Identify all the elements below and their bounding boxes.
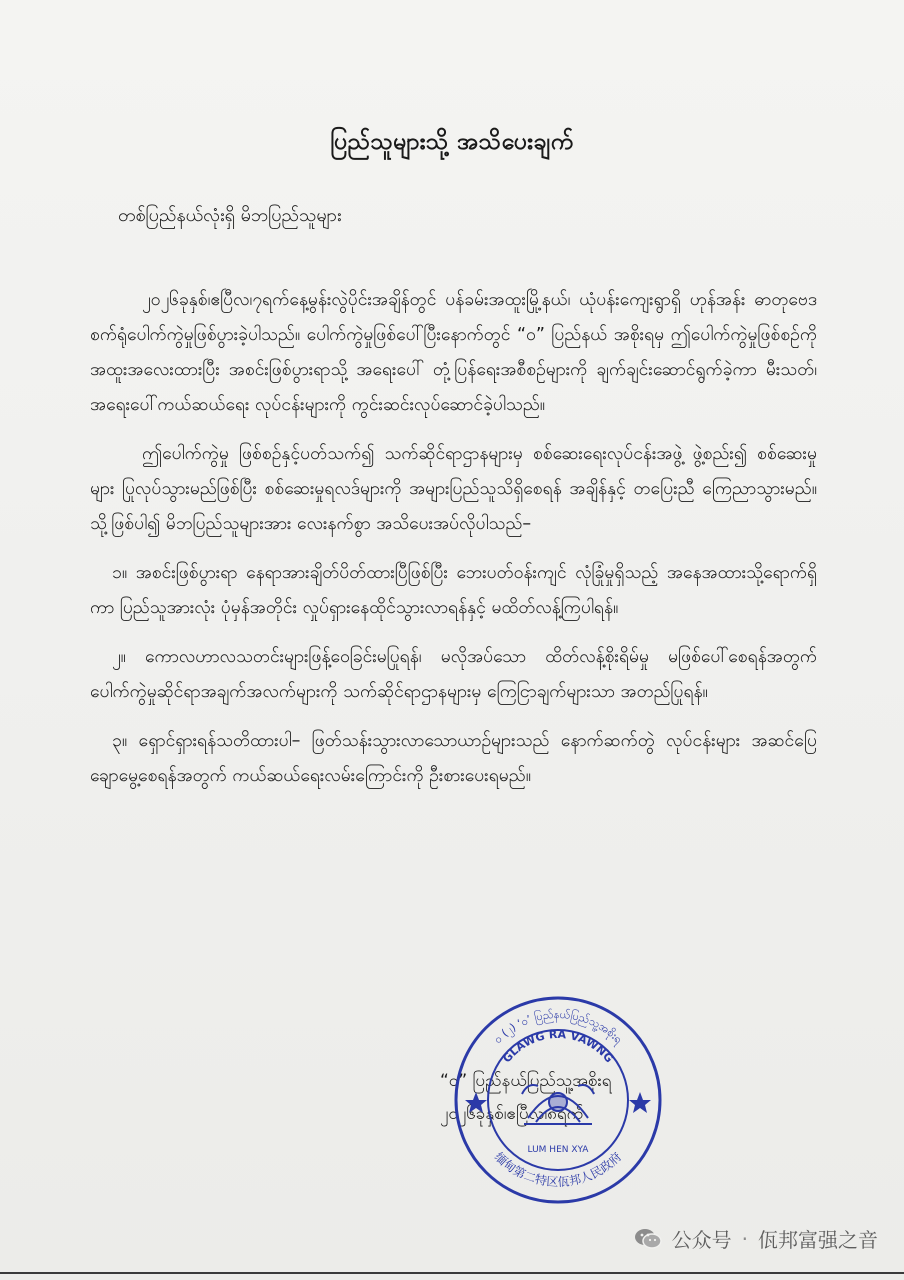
signature-date: ၂၀၂၆ခုနှစ်၊ဧပြီလ၊၈ရက် (440, 1104, 584, 1124)
document-title: ပြည်သူများသို့ အသိပေးချက် (330, 129, 574, 155)
seal-chinese-text: 缅甸第二特区佤邦人民政府 (491, 1149, 625, 1190)
government-seal (452, 994, 664, 1206)
seal-bottom-text: LUM HEN XYA (527, 1145, 589, 1155)
salutation: တစ်ပြည်နယ်လုံးရှိ မိဘပြည်သူများ (118, 205, 342, 226)
seal-top-text: ဝ (၂) ‘ဝ’ ပြည်နယ်ပြည်သူ့အစိုးရ (491, 1007, 625, 1046)
seal-emblem-icon (522, 1085, 594, 1124)
notice-item-2: ၂။ ကောလဟာလသတင်းများဖြန့်ဝေခြင်းမပြုရန်၊ မလိုအပ်သော ထိတ်လန့်စိုးရိမ်မှု မဖြစ်ပေါ်စေရန်အတွက် ပေါက်ကွဲမှုဆိုင်ရာအချက်အလက်များကို သက်ဆိုင်ရာဌာနများမှ ကြေငြာချက်များသာ အတည်ပြုရန်။ (90, 647, 817, 702)
watermark-account-name: 佤邦富强之音 (758, 1228, 878, 1252)
seal-right-star-icon (629, 1092, 651, 1113)
page-bottom-edge (0, 1272, 904, 1274)
document-body (90, 283, 817, 808)
signature-issuer: “ဝ” ပြည်နယ်ပြည်သူ့အစိုးရ (440, 1071, 612, 1091)
paragraph-investigation: ဤပေါက်ကွဲမှု ဖြစ်စဉ်နှင့်ပတ်သက်၍ သက်ဆိုင်ရာဌာနများမှ စစ်ဆေးရေးလုပ်ငန်းအဖွဲ့ ဖွဲ့စည်း၍ စစ်ဆေးမှုများ ပြုလုပ်သွားမည်ဖြစ်ပြီး စစ်ဆေးမှုရလဒ်များကို အများပြည်သူသိရှိစေရန် အချိန်နှင့် တပြေးညီ ကြေညာသွားမည်။ သို့ဖြစ်ပါ၍ မိဘပြည်သူများအား လေးနက်စွာ အသိပေးအပ်လိုပါသည်– (90, 444, 817, 534)
notice-item-1: ၁။ အစင်းဖြစ်ပွားရာ နေရာအားချိတ်ပိတ်ထားပြီဖြစ်ပြီး ဘေးပတ်ဝန်းကျင် လုံခြုံမှုရှိသည့် အနေအထားသို့ရောက်ရှိကာ ပြည်သူအားလုံး ပုံမှန်အတိုင်း လှုပ်ရှားနေထိုင်သွားလာရန်နှင့် မထိတ်လန့်ကြပါရန်။ (90, 563, 817, 618)
seal-left-star-icon (465, 1092, 487, 1113)
wechat-icon (634, 1227, 662, 1251)
notice-item-3: ၃။ ရှောင်ရှားရန်သတိထားပါ– ဖြတ်သန်းသွားလာသောယာဉ်များသည် နောက်ဆက်တွဲ လုပ်ငန်းများ အဆင်ပြေချောမွေ့စေရန်အတွက် ကယ်ဆယ်ရေးလမ်းကြောင်းကို ဦးစားပေးရမည်။ (90, 731, 817, 786)
watermark-separator: · (741, 1226, 748, 1251)
wechat-watermark (634, 1224, 878, 1253)
watermark-account-type: 公众号 (671, 1228, 732, 1252)
paragraph-incident: ၂၀၂၆ခုနှစ်၊ဧပြီလ၊၇ရက်နေ့မွန်းလွဲပိုင်းအချိန်တွင် ပန်ခမ်းအထူးမြို့နယ်၊ ယုံပန်းကျေးရွာရှိ ဟုန်အန်း ဓာတုဗေဒစက်ရုံပေါက်ကွဲမှုဖြစ်ပွားခဲ့ပါသည်။ ပေါက်ကွဲမှုဖြစ်ပေါ်ပြီးနောက်တွင် “ဝ” ပြည်နယ် အစိုးရမှ ဤပေါက်ကွဲမှုဖြစ်စဉ်ကို အထူးအလေးထားပြီး အစင်းဖြစ်ပွားရာသို့ အရေးပေါ် တုံ့ပြန်ရေးအစီစဉ်များကို ချက်ချင်းဆောင်ရွက်ခဲ့ကာ မီးသတ်၊ အရေးပေါ်ကယ်ဆယ်ရေး လုပ်ငန်းများကို ကွင်းဆင်းလုပ်ဆောင်ခဲ့ပါသည်။ (90, 290, 817, 415)
seal-latin-text: GLAWG RA VAWNG (500, 1027, 616, 1066)
